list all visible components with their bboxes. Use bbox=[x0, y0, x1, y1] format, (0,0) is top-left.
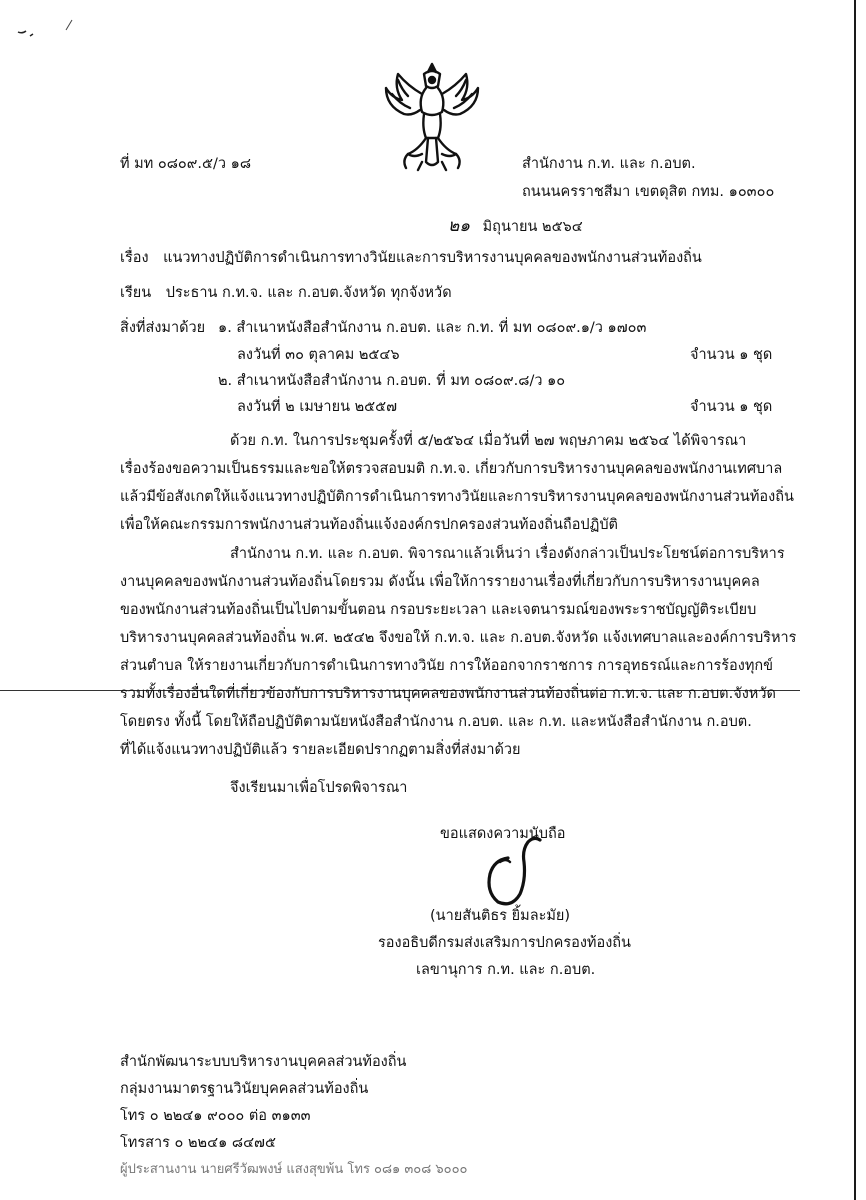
enclosure-2-line1: ๒. สำเนาหนังสือสำนักงาน ก.อบต. ที่ มท ๐๘๐๙.๘/ว ๑๐ bbox=[218, 373, 566, 389]
enclosure-2-line2: ลงวันที่ ๒ เมษายน ๒๕๕๗ bbox=[237, 399, 397, 415]
enclosure-1-line2: ลงวันที่ ๓๐ ตุลาคม ๒๕๔๖ bbox=[237, 347, 400, 363]
footer-fax: โทรสาร ๐ ๒๒๔๑ ๘๔๗๕ bbox=[120, 1135, 276, 1151]
page-border bbox=[854, 0, 856, 1200]
signature-image bbox=[470, 832, 560, 910]
paragraph1-line: เรื่องร้องขอความเป็นธรรมและขอให้ตรวจสอบมติ ก.ท.จ. เกี่ยวกับการบริหารงานบุคคลของพนักงานเทศบาล bbox=[120, 461, 783, 477]
paragraph2-line: บริหารงานบุคคลส่วนท้องถิ่น พ.ศ. ๒๕๔๒ จึงขอให้ ก.ท.จ. และ ก.อบต.จังหวัด แจ้งเทศบาลและองค์การบริหาร bbox=[120, 630, 797, 646]
recipient-line bbox=[120, 281, 452, 304]
paragraph2-line: รวมทั้งเรื่องอื่นใดที่เกี่ยวข้องกับการบริหารงานบุคคลของพนักงานส่วนท้องถิ่นต่อ ก.ท.จ. และ ก.อบต.จังหวัด bbox=[120, 686, 776, 702]
footer-phone: โทร ๐ ๒๒๔๑ ๙๐๐๐ ต่อ ๓๑๓๓ bbox=[120, 1108, 311, 1124]
paragraph2-line: สำนักงาน ก.ท. และ ก.อบต. พิจารณาแล้วเห็นว่า เรื่องดังกล่าวเป็นประโยชน์ต่อการบริหาร bbox=[230, 546, 785, 562]
subject-text: แนวทางปฏิบัติการดำเนินการทางวินัยและการบริหารงานบุคคลของพนักงานส่วนท้องถิ่น bbox=[163, 250, 702, 266]
footer-department: สำนักพัฒนาระบบบริหารงานบุคคลส่วนท้องถิ่น bbox=[120, 1054, 407, 1070]
subject-line bbox=[120, 246, 702, 269]
subject-label: เรื่อง bbox=[120, 250, 149, 266]
organization-name: สำนักงาน ก.ท. และ ก.อบต. bbox=[522, 156, 696, 172]
enclosure-1-quantity: จำนวน ๑ ชุด bbox=[690, 347, 773, 363]
enclosure-2-quantity: จำนวน ๑ ชุด bbox=[690, 399, 773, 415]
footer-coordinator: ผู้ประสานงาน นายศรีวัฒพงษ์ แสงสุขพ้น โทร ๐๘๑ ๓๐๘ ๖๐๐๐ bbox=[120, 1162, 468, 1177]
paragraph2-line: งานบุคคลของพนักงานส่วนท้องถิ่นโดยรวม ดังนั้น เพื่อให้การรายงานเรื่องที่เกี่ยวกับการบริหารงานบุคคล bbox=[120, 574, 760, 590]
reference-number: ที่ มท ๐๘๐๙.๕/ว ๑๘ bbox=[120, 156, 252, 172]
scan-mark-icon bbox=[14, 14, 84, 44]
date-month-year: มิถุนายน ๒๕๖๔ bbox=[482, 219, 583, 235]
paragraph2-line: ที่ได้แจ้งแนวทางปฏิบัติแล้ว รายละเอียดปรากฏตามสิ่งที่ส่งมาด้วย bbox=[120, 742, 521, 758]
signer-title-2: เลขานุการ ก.ท. และ ก.อบต. bbox=[416, 962, 596, 978]
recipient-text: ประธาน ก.ท.จ. และ ก.อบต.จังหวัด ทุกจังหวัด bbox=[165, 285, 452, 301]
document-date bbox=[448, 212, 583, 239]
paragraph2-line: โดยตรง ทั้งนี้ โดยให้ถือปฏิบัติตามนัยหนังสือสำนักงาน ก.อบต. และ ก.ท. และหนังสือสำนักงาน ก.อบต. bbox=[120, 714, 752, 730]
signer-name: (นายสันติธร ยิ้มละมัย) bbox=[430, 908, 571, 924]
paragraph1-line: แล้วมีข้อสังเกตให้แจ้งแนวทางปฏิบัติการดำเนินการทางวินัยและการบริหารงานบุคคลของพนักงานส่วนท้องถิ่น bbox=[120, 489, 794, 505]
closing-phrase: ขอแสดงความนับถือ bbox=[440, 826, 566, 842]
recipient-label: เรียน bbox=[120, 285, 152, 301]
enclosure-1-line1: ๑. สำเนาหนังสือสำนักงาน ก.อบต. และ ก.ท. ที่ มท ๐๘๐๙.๑/ว ๑๗๐๓ bbox=[218, 320, 647, 336]
enclosures-label: สิ่งที่ส่งมาด้วย bbox=[120, 320, 206, 336]
paragraph1-line: เพื่อให้คณะกรรมการพนักงานส่วนท้องถิ่นแจ้งองค์กรปกครองส่วนท้องถิ่นถือปฏิบัติ bbox=[120, 517, 618, 533]
signer-title-1: รองอธิบดีกรมส่งเสริมการปกครองท้องถิ่น bbox=[378, 935, 631, 951]
garuda-emblem-icon bbox=[378, 58, 486, 176]
footer-group: กลุ่มงานมาตรฐานวินัยบุคคลส่วนท้องถิ่น bbox=[120, 1081, 369, 1097]
date-day: ๒๑ bbox=[448, 216, 470, 236]
organization-address: ถนนนครราชสีมา เขตดุสิต กทม. ๑๐๓๐๐ bbox=[522, 184, 775, 200]
paragraph2-line: ของพนักงานส่วนท้องถิ่นเป็นไปตามขั้นตอน กรอบระยะเวลา และเจตนารมณ์ของพระราชบัญญัติระเบียบ bbox=[120, 602, 757, 618]
paragraph1-line: ด้วย ก.ท. ในการประชุมครั้งที่ ๕/๒๕๖๔ เมื่อวันที่ ๒๗ พฤษภาคม ๒๕๖๔ ได้พิจารณา bbox=[230, 433, 747, 449]
closing-request: จึงเรียนมาเพื่อโปรดพิจารณา bbox=[230, 780, 408, 796]
paragraph2-line: ส่วนตำบล ให้รายงานเกี่ยวกับการดำเนินการทางวินัย การให้ออกจากราชการ การอุทธรณ์และการร้องทุกข์ bbox=[120, 658, 774, 674]
